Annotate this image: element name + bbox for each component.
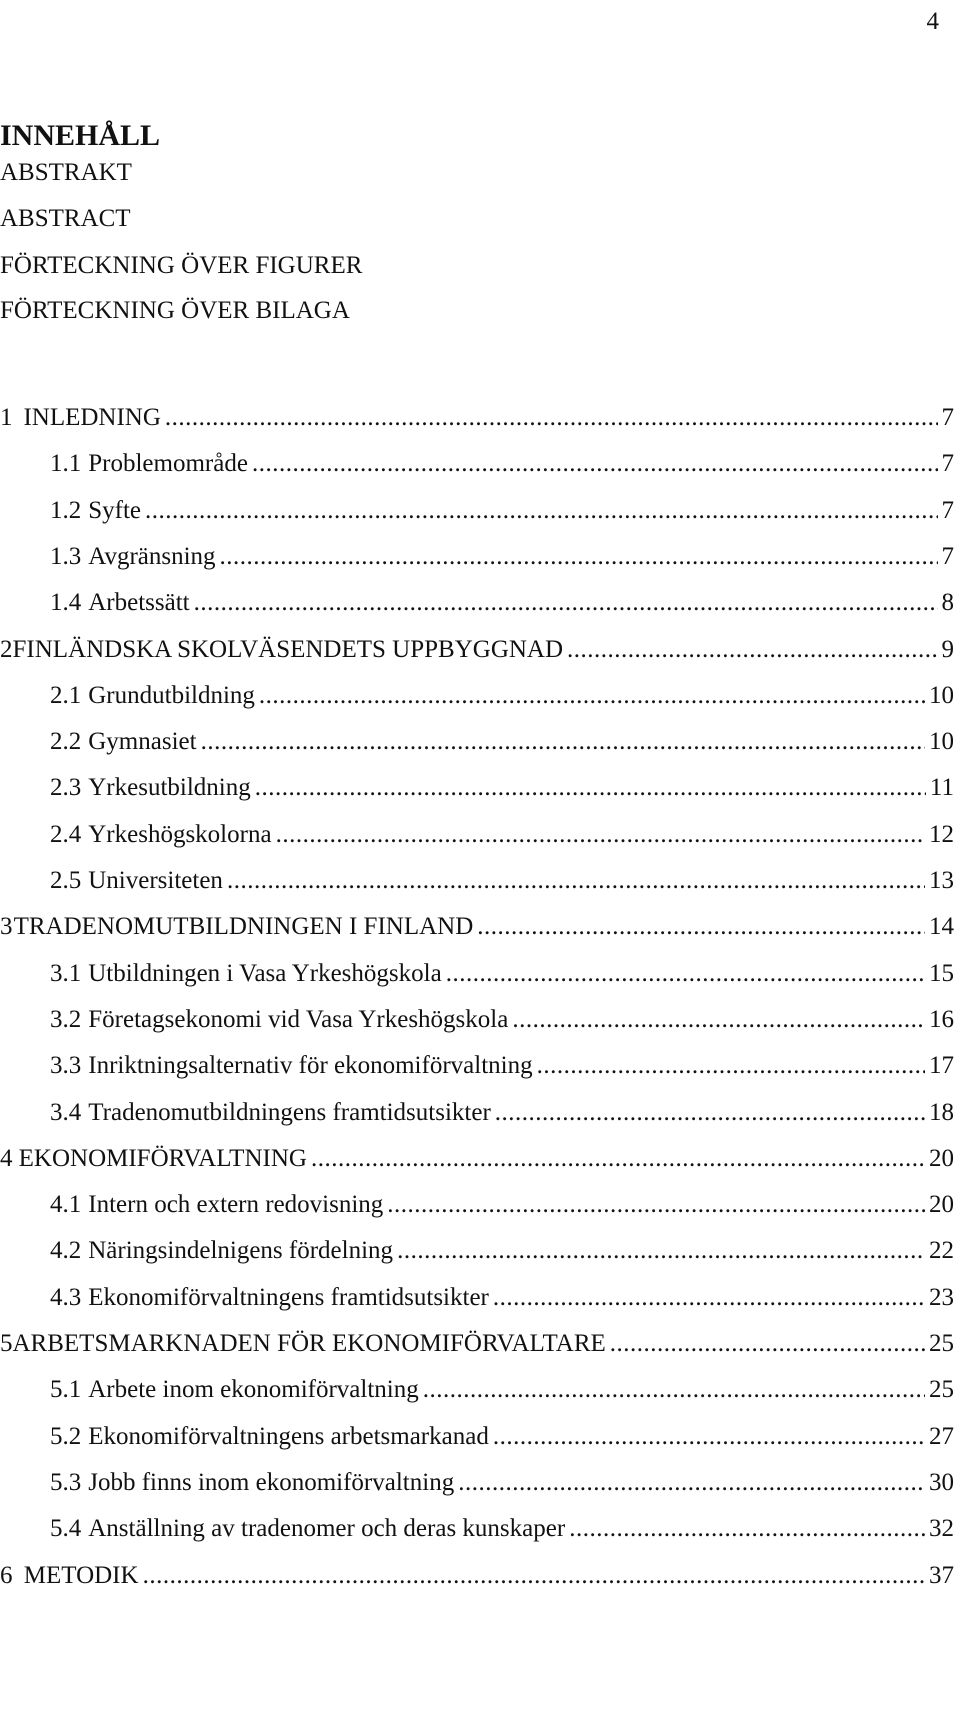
toc-entry-number: 4.2 — [50, 1237, 82, 1265]
toc-entry[interactable] — [0, 403, 954, 433]
toc-entry-page: 18 — [929, 1098, 954, 1126]
toc-entry-title: METODIK — [23, 1561, 139, 1589]
toc-entry[interactable] — [0, 1468, 954, 1498]
toc-dot-leader — [423, 1375, 925, 1405]
toc-entry-title: Ekonomiförvaltningens framtidsutsikter — [88, 1283, 489, 1311]
toc-entry[interactable] — [0, 1051, 954, 1081]
toc-entry-title: Arbetssätt — [88, 589, 190, 617]
toc-entry-page: 12 — [929, 820, 954, 848]
toc-entry-page: 11 — [929, 774, 954, 802]
toc-entry-title: INLEDNING — [23, 404, 161, 431]
toc-dot-leader — [255, 773, 926, 803]
toc-dot-leader — [446, 959, 925, 989]
toc-dot-leader — [610, 1329, 925, 1359]
toc-entry-number: 4.1 — [50, 1191, 82, 1219]
toc-entry-title: Syfte — [88, 496, 142, 524]
toc-dot-leader — [165, 403, 938, 433]
toc-entry-title: Yrkesutbildning — [88, 774, 251, 802]
toc-entry-page: 14 — [929, 913, 954, 941]
toc-entry-page: 10 — [929, 681, 954, 709]
front-matter-abstract[interactable]: ABSTRACT — [0, 205, 131, 232]
toc-entry[interactable] — [0, 820, 954, 850]
toc-dot-leader — [569, 1514, 925, 1544]
toc-entry-page: 15 — [929, 959, 954, 987]
toc-entry-page: 10 — [929, 728, 954, 756]
toc-dot-leader — [493, 1283, 925, 1313]
toc-entry[interactable] — [0, 866, 954, 896]
toc-entry[interactable] — [0, 773, 954, 803]
toc-dot-leader — [194, 588, 938, 618]
toc-entry-title: Arbete inom ekonomiförvaltning — [88, 1376, 419, 1404]
toc-entry[interactable] — [0, 727, 954, 757]
toc-entry-number: 1.4 — [50, 589, 82, 617]
toc-entry-title: Företagsekonomi vid Vasa Yrkeshögskola — [88, 1005, 509, 1033]
toc-entry-page: 25 — [929, 1330, 954, 1357]
toc-entry-page: 8 — [941, 589, 954, 617]
toc-entry-number: 5.2 — [50, 1422, 82, 1450]
toc-dot-leader — [512, 1005, 925, 1035]
toc-dot-leader — [220, 542, 938, 572]
toc-entry[interactable] — [0, 1514, 954, 1544]
toc-dot-leader — [259, 681, 925, 711]
toc-entry-number: 4 — [0, 1144, 13, 1172]
page-number: 4 — [926, 8, 939, 35]
toc-entry-number: 5.4 — [50, 1515, 82, 1543]
toc-entry-title: Ekonomiförvaltningens arbetsmarkanad — [88, 1422, 489, 1450]
toc-entry-number: 1.3 — [50, 542, 82, 570]
toc-entry[interactable] — [0, 1375, 954, 1405]
toc-dot-leader — [567, 635, 937, 665]
toc-dot-leader — [495, 1098, 925, 1128]
toc-entry[interactable] — [0, 449, 954, 479]
toc-entry-page: 7 — [941, 542, 954, 570]
toc-entry-number: 3 — [0, 913, 13, 941]
toc-entry-number: 2 — [0, 635, 13, 663]
toc-entry-number: 1 — [0, 404, 13, 431]
toc-entry-number: 3.3 — [50, 1052, 82, 1080]
toc-entry-page: 23 — [929, 1283, 954, 1311]
toc-entry-title: EKONOMIFÖRVALTNING — [18, 1144, 307, 1172]
toc-entry-page: 25 — [929, 1376, 954, 1404]
toc-entry-page: 20 — [929, 1191, 954, 1219]
toc-entry-title: Inriktningsalternativ för ekonomiförvaltning — [88, 1052, 533, 1080]
toc-dot-leader — [143, 1561, 925, 1591]
toc-entry[interactable] — [0, 1283, 954, 1313]
toc-entry[interactable] — [0, 1144, 954, 1174]
toc-entry-page: 20 — [929, 1144, 954, 1172]
toc-entry[interactable] — [0, 1422, 954, 1452]
toc-entry-title: Intern och extern redovisning — [88, 1191, 384, 1219]
toc-entry-number: 5.3 — [50, 1468, 82, 1496]
toc-entry-title: Tradenomutbildningens framtidsutsikter — [88, 1098, 491, 1126]
toc-entry-number: 2.2 — [50, 728, 82, 756]
toc-entry-page: 32 — [929, 1515, 954, 1543]
front-matter-appendix[interactable]: FÖRTECKNING ÖVER BILAGA — [0, 297, 350, 324]
toc-dot-leader — [387, 1190, 925, 1220]
toc-entry-title: Universiteten — [88, 867, 223, 894]
toc-entry-page: 37 — [929, 1561, 954, 1589]
toc-entry-title: Gymnasiet — [88, 728, 197, 756]
toc-dot-leader — [201, 727, 925, 757]
toc-entry-title: Anställning av tradenomer och deras kunskaper — [88, 1515, 566, 1543]
toc-entry-page: 7 — [941, 404, 954, 431]
toc-entry[interactable] — [0, 1190, 954, 1220]
toc-entry[interactable] — [0, 1098, 954, 1128]
toc-entry-number: 3.1 — [50, 959, 82, 987]
toc-entry-number: 2.3 — [50, 774, 82, 802]
toc-entry[interactable] — [0, 635, 954, 665]
toc-dot-leader — [276, 820, 925, 850]
toc-entry-number: 3.2 — [50, 1005, 82, 1033]
toc-entry[interactable] — [0, 1561, 954, 1591]
toc-dot-leader — [458, 1468, 925, 1498]
toc-entry-number: 6 — [0, 1561, 13, 1589]
toc-entry-page: 17 — [929, 1052, 954, 1080]
toc-entry[interactable] — [0, 1005, 954, 1035]
front-matter-abstrakt[interactable]: ABSTRAKT — [0, 159, 132, 186]
toc-entry-page: 30 — [929, 1468, 954, 1496]
toc-entry[interactable] — [0, 912, 954, 942]
toc-heading: INNEHÅLL — [0, 119, 161, 152]
toc-dot-leader — [397, 1236, 925, 1266]
toc-entry-page: 13 — [929, 867, 954, 894]
toc-entry-number: 3.4 — [50, 1098, 82, 1126]
toc-entry-title: Yrkeshögskolorna — [88, 820, 272, 848]
toc-entry-title: Utbildningen i Vasa Yrkeshögskola — [88, 959, 442, 987]
toc-entry-page: 7 — [941, 450, 954, 478]
toc-dot-leader — [493, 1422, 925, 1452]
toc-entry[interactable] — [0, 681, 954, 711]
toc-entry-title: Näringsindelnigens fördelning — [88, 1237, 394, 1265]
toc-dot-leader — [252, 449, 938, 479]
toc-entry-title: FINLÄNDSKA SKOLVÄSENDETS UPPBYGGNAD — [12, 635, 564, 663]
toc-entry-number: 2.1 — [50, 681, 82, 709]
toc-entry[interactable] — [0, 588, 954, 618]
front-matter-figures[interactable]: FÖRTECKNING ÖVER FIGURER — [0, 252, 363, 279]
toc-entry-number: 1.2 — [50, 496, 82, 524]
toc-entry[interactable] — [0, 959, 954, 989]
toc-entry-number: 4.3 — [50, 1283, 82, 1311]
toc-entry-page: 22 — [929, 1237, 954, 1265]
toc-entry-number: 5.1 — [50, 1376, 82, 1404]
toc-entry-number: 5 — [0, 1330, 13, 1357]
toc-entry-number: 2.5 — [50, 867, 82, 894]
toc-entry-page: 9 — [941, 635, 954, 663]
toc-entry-title: TRADENOMUTBILDNINGEN I FINLAND — [13, 913, 474, 941]
toc-entry-title: Problemområde — [88, 450, 248, 478]
toc-entry-page: 7 — [941, 496, 954, 524]
toc-dot-leader — [145, 496, 937, 526]
toc-dot-leader — [477, 912, 925, 942]
toc-entry[interactable] — [0, 1236, 954, 1266]
toc-entry[interactable] — [0, 496, 954, 526]
toc-entry-number: 2.4 — [50, 820, 82, 848]
toc-dot-leader — [311, 1144, 925, 1174]
toc-entry[interactable] — [0, 542, 954, 572]
toc-dot-leader — [227, 866, 925, 896]
toc-dot-leader — [537, 1051, 925, 1081]
toc-entry-title: Grundutbildning — [88, 681, 255, 709]
toc-entry[interactable] — [0, 1329, 954, 1359]
toc-entry-page: 27 — [929, 1422, 954, 1450]
toc-entry-page: 16 — [929, 1005, 954, 1033]
toc-entry-number: 1.1 — [50, 450, 82, 478]
toc-entry-title: Jobb finns inom ekonomiförvaltning — [88, 1468, 455, 1496]
toc-entry-title: ARBETSMARKNADEN FÖR EKONOMIFÖRVALTARE — [12, 1330, 606, 1357]
toc-entry-title: Avgränsning — [88, 542, 216, 570]
